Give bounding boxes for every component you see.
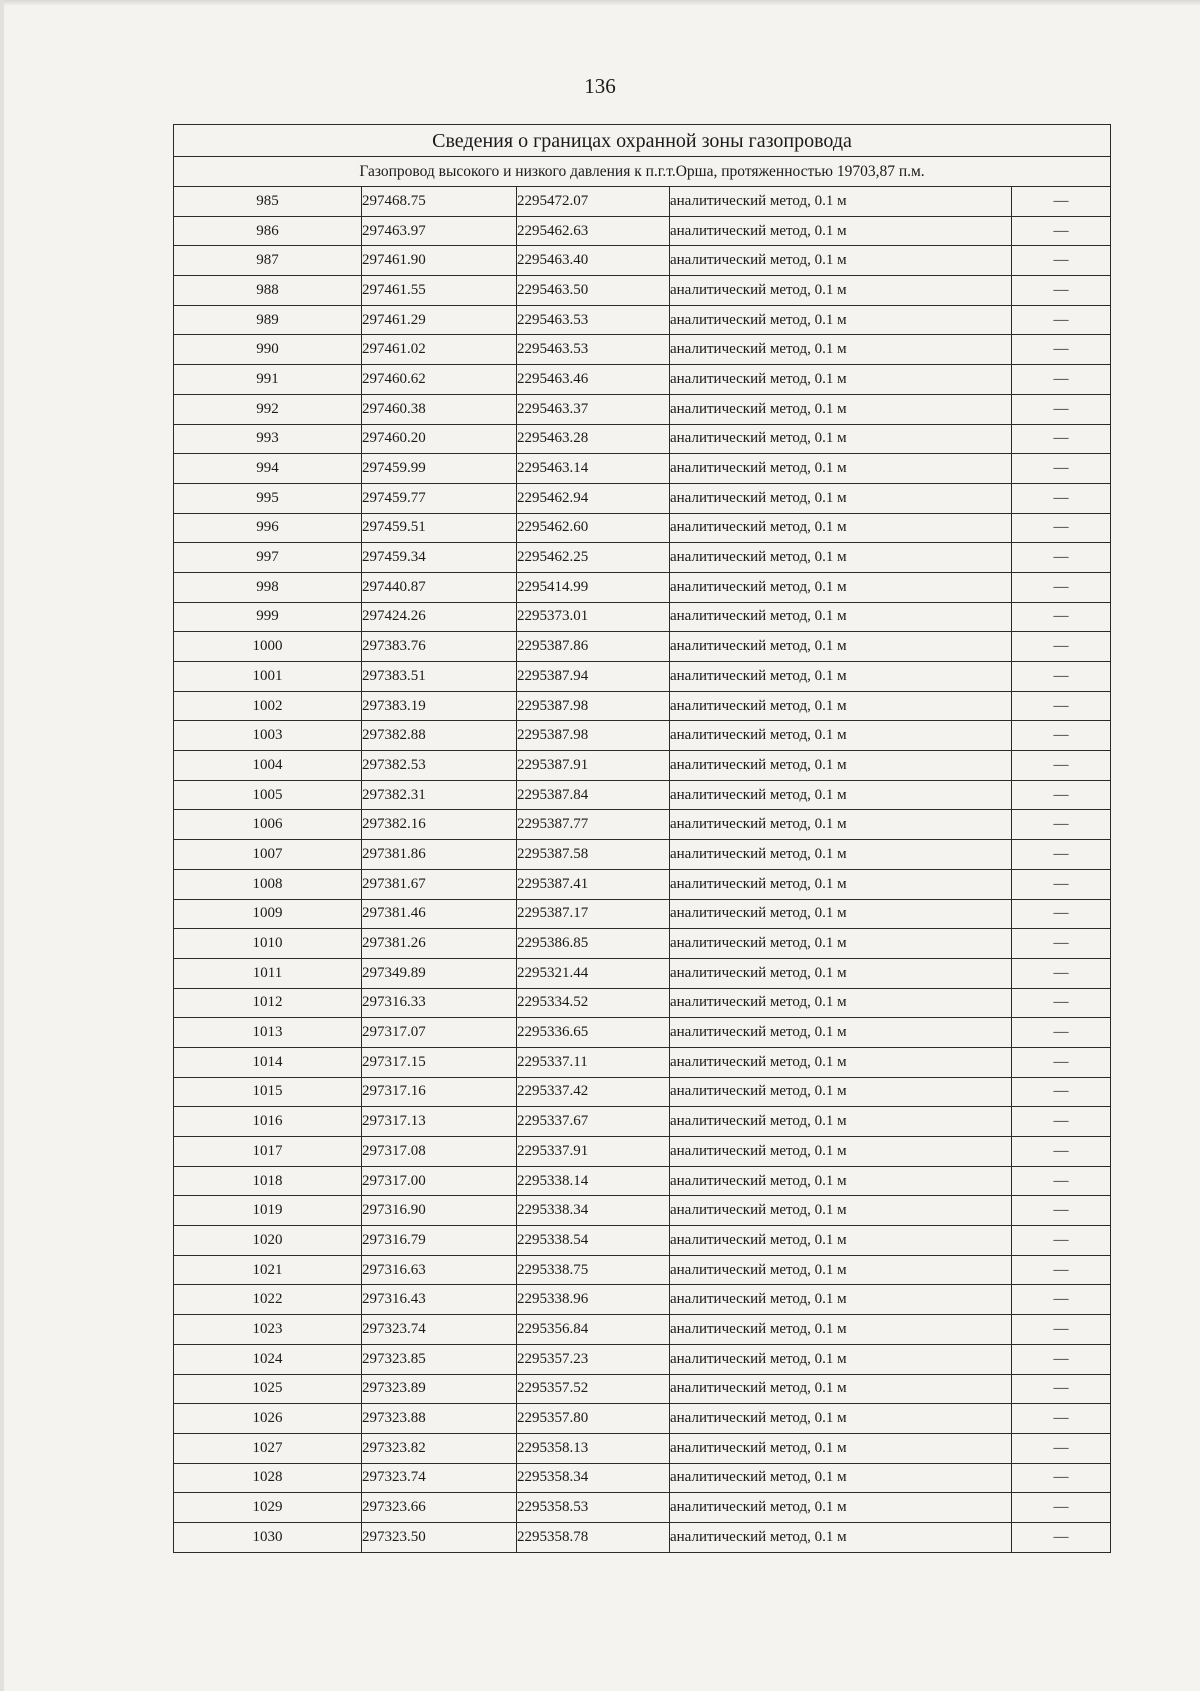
table-row — [174, 869, 1111, 899]
y-coordinate-cell: 2295462.63 — [517, 216, 670, 246]
point-number-cell: 988 — [174, 276, 362, 306]
point-number-cell: 1003 — [174, 721, 362, 751]
x-coordinate-cell: 297461.90 — [362, 246, 517, 276]
dash-cell: — — [1012, 394, 1111, 424]
dash-cell: — — [1012, 869, 1111, 899]
y-coordinate-cell: 2295358.34 — [517, 1463, 670, 1493]
dash-cell: — — [1012, 572, 1111, 602]
y-coordinate-cell: 2295337.67 — [517, 1107, 670, 1137]
table-row — [174, 246, 1111, 276]
page-number: 136 — [584, 74, 616, 98]
point-number-cell: 985 — [174, 187, 362, 217]
y-coordinate-cell: 2295463.46 — [517, 365, 670, 395]
point-number-cell: 996 — [174, 513, 362, 543]
method-cell: аналитический метод, 0.1 м — [670, 751, 1012, 781]
method-cell: аналитический метод, 0.1 м — [670, 1285, 1012, 1315]
point-number-cell: 1006 — [174, 810, 362, 840]
method-cell: аналитический метод, 0.1 м — [670, 869, 1012, 899]
point-number-cell: 1005 — [174, 780, 362, 810]
x-coordinate-cell: 297383.19 — [362, 691, 517, 721]
dash-cell: — — [1012, 602, 1111, 632]
point-number-cell: 1008 — [174, 869, 362, 899]
y-coordinate-cell: 2295387.94 — [517, 662, 670, 692]
method-cell: аналитический метод, 0.1 м — [670, 1344, 1012, 1374]
table-row — [174, 1344, 1111, 1374]
dash-cell: — — [1012, 483, 1111, 513]
x-coordinate-cell: 297459.77 — [362, 483, 517, 513]
point-number-cell: 1029 — [174, 1493, 362, 1523]
dash-cell: — — [1012, 1018, 1111, 1048]
x-coordinate-cell: 297317.07 — [362, 1018, 517, 1048]
table-row — [174, 543, 1111, 573]
method-cell: аналитический метод, 0.1 м — [670, 305, 1012, 335]
y-coordinate-cell: 2295387.41 — [517, 869, 670, 899]
y-coordinate-cell: 2295472.07 — [517, 187, 670, 217]
table-row — [174, 1196, 1111, 1226]
y-coordinate-cell: 2295337.91 — [517, 1137, 670, 1167]
table-subtitle-row — [174, 157, 1111, 187]
y-coordinate-cell: 2295358.13 — [517, 1433, 670, 1463]
table-row — [174, 513, 1111, 543]
dash-cell: — — [1012, 751, 1111, 781]
point-number-cell: 1030 — [174, 1522, 362, 1552]
y-coordinate-cell: 2295463.37 — [517, 394, 670, 424]
table-subtitle: Газопровод высокого и низкого давления к п.г.т.Орша, протяженностью 19703,87 п.м. — [174, 157, 1111, 187]
y-coordinate-cell: 2295463.53 — [517, 305, 670, 335]
point-number-cell: 995 — [174, 483, 362, 513]
dash-cell: — — [1012, 513, 1111, 543]
y-coordinate-cell: 2295321.44 — [517, 958, 670, 988]
table-row — [174, 1047, 1111, 1077]
x-coordinate-cell: 297383.76 — [362, 632, 517, 662]
dash-cell: — — [1012, 691, 1111, 721]
point-number-cell: 999 — [174, 602, 362, 632]
y-coordinate-cell: 2295463.50 — [517, 276, 670, 306]
method-cell: аналитический метод, 0.1 м — [670, 1226, 1012, 1256]
point-number-cell: 998 — [174, 572, 362, 602]
dash-cell: — — [1012, 1255, 1111, 1285]
dash-cell: — — [1012, 1493, 1111, 1523]
y-coordinate-cell: 2295387.98 — [517, 691, 670, 721]
x-coordinate-cell: 297460.38 — [362, 394, 517, 424]
x-coordinate-cell: 297459.99 — [362, 454, 517, 484]
table-row — [174, 454, 1111, 484]
point-number-cell: 987 — [174, 246, 362, 276]
scan-edge-top — [0, 0, 1200, 6]
table-row — [174, 899, 1111, 929]
method-cell: аналитический метод, 0.1 м — [670, 483, 1012, 513]
table-row — [174, 572, 1111, 602]
point-number-cell: 997 — [174, 543, 362, 573]
method-cell: аналитический метод, 0.1 м — [670, 543, 1012, 573]
x-coordinate-cell: 297461.29 — [362, 305, 517, 335]
x-coordinate-cell: 297317.16 — [362, 1077, 517, 1107]
x-coordinate-cell: 297382.88 — [362, 721, 517, 751]
method-cell: аналитический метод, 0.1 м — [670, 1522, 1012, 1552]
y-coordinate-cell: 2295357.80 — [517, 1404, 670, 1434]
x-coordinate-cell: 297383.51 — [362, 662, 517, 692]
x-coordinate-cell: 297317.00 — [362, 1166, 517, 1196]
table-row — [174, 662, 1111, 692]
y-coordinate-cell: 2295358.78 — [517, 1522, 670, 1552]
y-coordinate-cell: 2295386.85 — [517, 929, 670, 959]
point-number-cell: 991 — [174, 365, 362, 395]
method-cell: аналитический метод, 0.1 м — [670, 513, 1012, 543]
x-coordinate-cell: 297381.67 — [362, 869, 517, 899]
method-cell: аналитический метод, 0.1 м — [670, 840, 1012, 870]
method-cell: аналитический метод, 0.1 м — [670, 187, 1012, 217]
table-row — [174, 1255, 1111, 1285]
table-row — [174, 780, 1111, 810]
dash-cell: — — [1012, 1166, 1111, 1196]
method-cell: аналитический метод, 0.1 м — [670, 246, 1012, 276]
x-coordinate-cell: 297440.87 — [362, 572, 517, 602]
dash-cell: — — [1012, 632, 1111, 662]
dash-cell: — — [1012, 1404, 1111, 1434]
x-coordinate-cell: 297461.55 — [362, 276, 517, 306]
table-title-row — [174, 125, 1111, 157]
dash-cell: — — [1012, 958, 1111, 988]
y-coordinate-cell: 2295337.11 — [517, 1047, 670, 1077]
method-cell: аналитический метод, 0.1 м — [670, 1137, 1012, 1167]
point-number-cell: 1001 — [174, 662, 362, 692]
x-coordinate-cell: 297459.51 — [362, 513, 517, 543]
dash-cell: — — [1012, 1285, 1111, 1315]
table-row — [174, 721, 1111, 751]
y-coordinate-cell: 2295338.75 — [517, 1255, 670, 1285]
dash-cell: — — [1012, 1522, 1111, 1552]
table-row — [174, 305, 1111, 335]
table-row — [174, 276, 1111, 306]
y-coordinate-cell: 2295463.28 — [517, 424, 670, 454]
y-coordinate-cell: 2295463.53 — [517, 335, 670, 365]
point-number-cell: 1012 — [174, 988, 362, 1018]
dash-cell: — — [1012, 929, 1111, 959]
dash-cell: — — [1012, 543, 1111, 573]
dash-cell: — — [1012, 721, 1111, 751]
y-coordinate-cell: 2295373.01 — [517, 602, 670, 632]
point-number-cell: 1002 — [174, 691, 362, 721]
dash-cell: — — [1012, 1463, 1111, 1493]
dash-cell: — — [1012, 810, 1111, 840]
dash-cell: — — [1012, 1433, 1111, 1463]
x-coordinate-cell: 297317.15 — [362, 1047, 517, 1077]
method-cell: аналитический метод, 0.1 м — [670, 335, 1012, 365]
point-number-cell: 1018 — [174, 1166, 362, 1196]
x-coordinate-cell: 297459.34 — [362, 543, 517, 573]
table-row — [174, 929, 1111, 959]
x-coordinate-cell: 297323.74 — [362, 1315, 517, 1345]
point-number-cell: 990 — [174, 335, 362, 365]
x-coordinate-cell: 297468.75 — [362, 187, 517, 217]
point-number-cell: 1009 — [174, 899, 362, 929]
table-row — [174, 1137, 1111, 1167]
point-number-cell: 1019 — [174, 1196, 362, 1226]
table-row — [174, 187, 1111, 217]
x-coordinate-cell: 297460.62 — [362, 365, 517, 395]
y-coordinate-cell: 2295414.99 — [517, 572, 670, 602]
dash-cell: — — [1012, 1226, 1111, 1256]
dash-cell: — — [1012, 840, 1111, 870]
table-row — [174, 958, 1111, 988]
x-coordinate-cell: 297381.86 — [362, 840, 517, 870]
point-number-cell: 1028 — [174, 1463, 362, 1493]
y-coordinate-cell: 2295336.65 — [517, 1018, 670, 1048]
point-number-cell: 1024 — [174, 1344, 362, 1374]
x-coordinate-cell: 297316.90 — [362, 1196, 517, 1226]
x-coordinate-cell: 297460.20 — [362, 424, 517, 454]
y-coordinate-cell: 2295358.53 — [517, 1493, 670, 1523]
table-row — [174, 483, 1111, 513]
y-coordinate-cell: 2295357.52 — [517, 1374, 670, 1404]
dash-cell: — — [1012, 1196, 1111, 1226]
method-cell: аналитический метод, 0.1 м — [670, 276, 1012, 306]
method-cell: аналитический метод, 0.1 м — [670, 721, 1012, 751]
method-cell: аналитический метод, 0.1 м — [670, 780, 1012, 810]
point-number-cell: 994 — [174, 454, 362, 484]
x-coordinate-cell: 297381.26 — [362, 929, 517, 959]
table-row — [174, 1374, 1111, 1404]
y-coordinate-cell: 2295387.98 — [517, 721, 670, 751]
x-coordinate-cell: 297382.53 — [362, 751, 517, 781]
method-cell: аналитический метод, 0.1 м — [670, 1404, 1012, 1434]
table-row — [174, 988, 1111, 1018]
x-coordinate-cell: 297349.89 — [362, 958, 517, 988]
x-coordinate-cell: 297323.82 — [362, 1433, 517, 1463]
table-title: Сведения о границах охранной зоны газопровода — [174, 125, 1111, 157]
table-row — [174, 602, 1111, 632]
point-number-cell: 1014 — [174, 1047, 362, 1077]
table-row — [174, 1226, 1111, 1256]
point-number-cell: 1021 — [174, 1255, 362, 1285]
y-coordinate-cell: 2295338.54 — [517, 1226, 670, 1256]
table-row — [174, 1463, 1111, 1493]
table-body — [174, 125, 1111, 1553]
method-cell: аналитический метод, 0.1 м — [670, 1077, 1012, 1107]
dash-cell: — — [1012, 1137, 1111, 1167]
dash-cell: — — [1012, 305, 1111, 335]
y-coordinate-cell: 2295356.84 — [517, 1315, 670, 1345]
x-coordinate-cell: 297323.89 — [362, 1374, 517, 1404]
scan-edge-left — [0, 0, 4, 1691]
y-coordinate-cell: 2295387.84 — [517, 780, 670, 810]
y-coordinate-cell: 2295338.96 — [517, 1285, 670, 1315]
y-coordinate-cell: 2295462.94 — [517, 483, 670, 513]
dash-cell: — — [1012, 899, 1111, 929]
table-row — [174, 1522, 1111, 1552]
dash-cell: — — [1012, 1344, 1111, 1374]
dash-cell: — — [1012, 454, 1111, 484]
x-coordinate-cell: 297323.74 — [362, 1463, 517, 1493]
point-number-cell: 1016 — [174, 1107, 362, 1137]
x-coordinate-cell: 297461.02 — [362, 335, 517, 365]
dash-cell: — — [1012, 365, 1111, 395]
table-row — [174, 810, 1111, 840]
method-cell: аналитический метод, 0.1 м — [670, 632, 1012, 662]
table-row — [174, 1018, 1111, 1048]
method-cell: аналитический метод, 0.1 м — [670, 394, 1012, 424]
point-number-cell: 1023 — [174, 1315, 362, 1345]
point-number-cell: 989 — [174, 305, 362, 335]
method-cell: аналитический метод, 0.1 м — [670, 958, 1012, 988]
table-row — [174, 365, 1111, 395]
method-cell: аналитический метод, 0.1 м — [670, 1463, 1012, 1493]
point-number-cell: 1010 — [174, 929, 362, 959]
dash-cell: — — [1012, 1047, 1111, 1077]
x-coordinate-cell: 297316.43 — [362, 1285, 517, 1315]
x-coordinate-cell: 297317.08 — [362, 1137, 517, 1167]
y-coordinate-cell: 2295463.40 — [517, 246, 670, 276]
x-coordinate-cell: 297317.13 — [362, 1107, 517, 1137]
y-coordinate-cell: 2295462.25 — [517, 543, 670, 573]
dash-cell: — — [1012, 216, 1111, 246]
y-coordinate-cell: 2295334.52 — [517, 988, 670, 1018]
method-cell: аналитический метод, 0.1 м — [670, 365, 1012, 395]
table-row — [174, 751, 1111, 781]
y-coordinate-cell: 2295387.17 — [517, 899, 670, 929]
point-number-cell: 1004 — [174, 751, 362, 781]
method-cell: аналитический метод, 0.1 м — [670, 1196, 1012, 1226]
x-coordinate-cell: 297323.50 — [362, 1522, 517, 1552]
method-cell: аналитический метод, 0.1 м — [670, 1493, 1012, 1523]
y-coordinate-cell: 2295337.42 — [517, 1077, 670, 1107]
x-coordinate-cell: 297316.79 — [362, 1226, 517, 1256]
table-row — [174, 335, 1111, 365]
y-coordinate-cell: 2295462.60 — [517, 513, 670, 543]
point-number-cell: 993 — [174, 424, 362, 454]
y-coordinate-cell: 2295387.58 — [517, 840, 670, 870]
dash-cell: — — [1012, 1315, 1111, 1345]
table-row — [174, 1077, 1111, 1107]
point-number-cell: 1027 — [174, 1433, 362, 1463]
y-coordinate-cell: 2295387.91 — [517, 751, 670, 781]
dash-cell: — — [1012, 1374, 1111, 1404]
point-number-cell: 1026 — [174, 1404, 362, 1434]
table-row — [174, 1285, 1111, 1315]
point-number-cell: 1007 — [174, 840, 362, 870]
method-cell: аналитический метод, 0.1 м — [670, 216, 1012, 246]
method-cell: аналитический метод, 0.1 м — [670, 1315, 1012, 1345]
dash-cell: — — [1012, 335, 1111, 365]
point-number-cell: 1025 — [174, 1374, 362, 1404]
method-cell: аналитический метод, 0.1 м — [670, 1047, 1012, 1077]
table-row — [174, 691, 1111, 721]
method-cell: аналитический метод, 0.1 м — [670, 454, 1012, 484]
method-cell: аналитический метод, 0.1 м — [670, 1433, 1012, 1463]
dash-cell: — — [1012, 187, 1111, 217]
x-coordinate-cell: 297323.85 — [362, 1344, 517, 1374]
method-cell: аналитический метод, 0.1 м — [670, 424, 1012, 454]
x-coordinate-cell: 297463.97 — [362, 216, 517, 246]
method-cell: аналитический метод, 0.1 м — [670, 602, 1012, 632]
x-coordinate-cell: 297316.63 — [362, 1255, 517, 1285]
table-row — [174, 1166, 1111, 1196]
method-cell: аналитический метод, 0.1 м — [670, 662, 1012, 692]
method-cell: аналитический метод, 0.1 м — [670, 1255, 1012, 1285]
table-row — [174, 632, 1111, 662]
table-row — [174, 1315, 1111, 1345]
table-row — [174, 840, 1111, 870]
table-row — [174, 1493, 1111, 1523]
point-number-cell: 1013 — [174, 1018, 362, 1048]
dash-cell: — — [1012, 1077, 1111, 1107]
x-coordinate-cell: 297323.66 — [362, 1493, 517, 1523]
method-cell: аналитический метод, 0.1 м — [670, 988, 1012, 1018]
method-cell: аналитический метод, 0.1 м — [670, 929, 1012, 959]
dash-cell: — — [1012, 246, 1111, 276]
table-row — [174, 394, 1111, 424]
point-number-cell: 992 — [174, 394, 362, 424]
method-cell: аналитический метод, 0.1 м — [670, 572, 1012, 602]
point-number-cell: 1022 — [174, 1285, 362, 1315]
y-coordinate-cell: 2295338.34 — [517, 1196, 670, 1226]
table-row — [174, 216, 1111, 246]
dash-cell: — — [1012, 276, 1111, 306]
table-row — [174, 424, 1111, 454]
point-number-cell: 986 — [174, 216, 362, 246]
x-coordinate-cell: 297316.33 — [362, 988, 517, 1018]
point-number-cell: 1011 — [174, 958, 362, 988]
y-coordinate-cell: 2295387.77 — [517, 810, 670, 840]
point-number-cell: 1015 — [174, 1077, 362, 1107]
table-row — [174, 1404, 1111, 1434]
point-number-cell: 1017 — [174, 1137, 362, 1167]
x-coordinate-cell: 297382.16 — [362, 810, 517, 840]
method-cell: аналитический метод, 0.1 м — [670, 899, 1012, 929]
method-cell: аналитический метод, 0.1 м — [670, 810, 1012, 840]
x-coordinate-cell: 297382.31 — [362, 780, 517, 810]
y-coordinate-cell: 2295338.14 — [517, 1166, 670, 1196]
table-row — [174, 1433, 1111, 1463]
dash-cell: — — [1012, 1107, 1111, 1137]
dash-cell: — — [1012, 662, 1111, 692]
dash-cell: — — [1012, 780, 1111, 810]
point-number-cell: 1000 — [174, 632, 362, 662]
x-coordinate-cell: 297424.26 — [362, 602, 517, 632]
point-number-cell: 1020 — [174, 1226, 362, 1256]
method-cell: аналитический метод, 0.1 м — [670, 1018, 1012, 1048]
security-zone-table — [173, 124, 1111, 1553]
method-cell: аналитический метод, 0.1 м — [670, 1374, 1012, 1404]
table-row — [174, 1107, 1111, 1137]
y-coordinate-cell: 2295387.86 — [517, 632, 670, 662]
dash-cell: — — [1012, 424, 1111, 454]
dash-cell: — — [1012, 988, 1111, 1018]
y-coordinate-cell: 2295357.23 — [517, 1344, 670, 1374]
method-cell: аналитический метод, 0.1 м — [670, 1166, 1012, 1196]
method-cell: аналитический метод, 0.1 м — [670, 691, 1012, 721]
x-coordinate-cell: 297323.88 — [362, 1404, 517, 1434]
x-coordinate-cell: 297381.46 — [362, 899, 517, 929]
y-coordinate-cell: 2295463.14 — [517, 454, 670, 484]
method-cell: аналитический метод, 0.1 м — [670, 1107, 1012, 1137]
